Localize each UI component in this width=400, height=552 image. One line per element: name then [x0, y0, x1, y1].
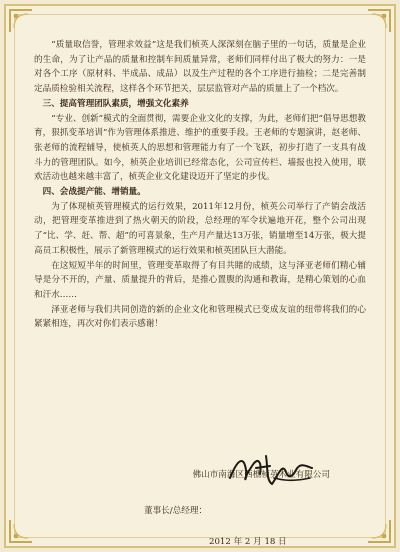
letter-body [34, 38, 366, 547]
corner-ornament-icon [8, 8, 34, 34]
body-paragraph: 在这短短半年的时间里，管理变革取得了有目共睹的成绩，这与泽亚老师们精心辅导是分不开的，产量、质量提升的背后，是推心置腹的沟通和教诲，是精心策划的心血和汗水…… [34, 260, 366, 300]
company-name: 佛山市南海区西樵桢英木业有限公司 [192, 470, 330, 480]
corner-ornament-icon [8, 518, 34, 544]
body-paragraph: “质量取信誉，管理求效益”这是我们桢英人深深刻在脑子里的一句话，质量是企业的生命，为了让产品的质量和控制车间质量异常，老师们同样付出了极大的努力：一是对各个工序（原材料、半成品、成品）以及生产过程的各个工序进行抽检；二是完善制定品质检验相关流程，这样各个环节把关，层层监管对产品的质量上了一个档次。 [34, 40, 366, 95]
corner-ornament-icon [366, 8, 392, 34]
body-paragraph: 为了体现桢英管理模式的运行效果，2011年12月份，桢英公司举行了产销会战活动，把管理变革推进到了热火朝天的阶段，总经理的军令状遍地开花，整个公司出现了“比、学、赶、帮、超”的可喜景象，生产月产量达13万张，销量增至14万张，极大提高员工积极性，展示了新管理模式的运行效果和桢英团队巨大潜能。 [34, 201, 366, 256]
letter-date: 2012 年 2 月 18 日 [209, 537, 287, 547]
handwritten-signature [226, 448, 316, 494]
section-heading: 四、会战提产能、增销量。 [42, 187, 146, 198]
body-paragraph: “专业、创新”模式的全面贯彻，需要企业文化的支撑，为此，老师们把“倡导思想教育，狠抓变革培训”作为管理体系推进、维护的重要手段。王老师的专题演讲，赵老师、张老师的流程辅导，使桢英人的思想和管理能力有了一个飞跃，初步打造了一支具有战斗力的管理团队。如今，桢英企业培训已经常态化，公司宣传栏、墙报也投入使用，联欢活动也越来越丰富了，桢英企业文化建设迈开了坚定的步伐。 [34, 113, 366, 183]
body-paragraph: 泽亚老师与我们共同创造的新的企业文化和管理模式已变成友谊的纽带将我们的心紧紧相连，再次对你们表示感谢！ [34, 304, 366, 330]
signer-label: 董事长/总经理： [144, 506, 208, 516]
section-heading: 三、提高管理团队素质，增强文化素养 [42, 98, 189, 109]
